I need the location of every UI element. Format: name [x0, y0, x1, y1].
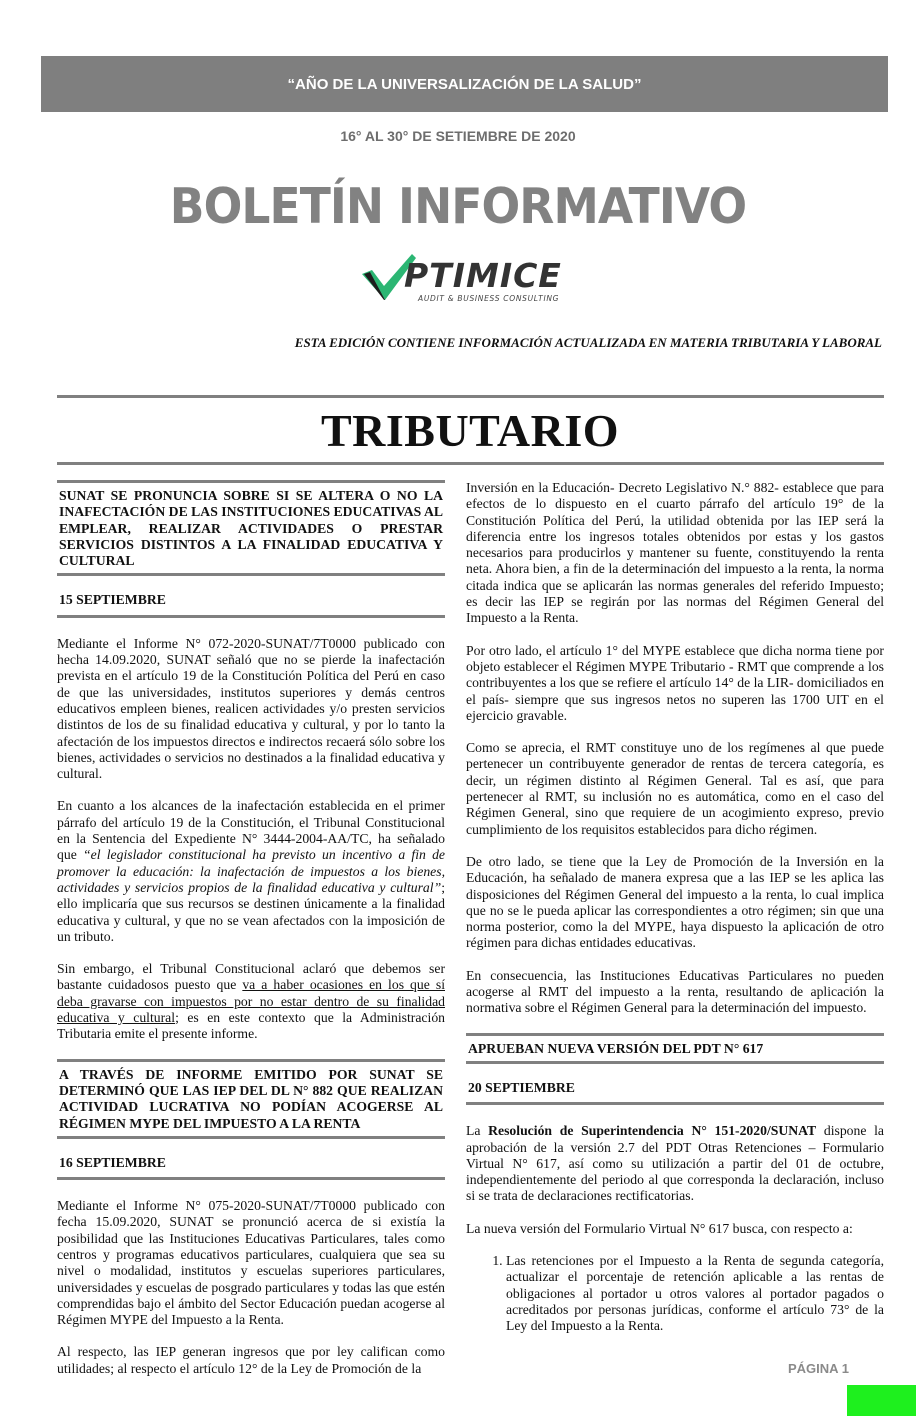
resolution-reference: Resolución de Superintendencia N° 151-2020/SUNAT: [488, 1123, 817, 1139]
article-date: 16 SEPTIEMBRE: [57, 1151, 445, 1180]
article-paragraph: La nueva versión del Formulario Virtual N° 617 busca, con respecto a:: [466, 1220, 853, 1236]
numbered-list: [466, 1253, 884, 1334]
article-paragraph: Como se aprecia, el RMT constituye uno de los regímenes al que puede pertenecer un contribuyente generador de rentas de tercera categoría, es decir, un régimen distinto al Régimen General. Tal es así, que para pertenecer al RMT, su inclusión no es automática, como en el caso del Régimen General, sino que requiere de un acogimiento expreso, previo cumplimiento de los requisitos establecidos para dicho régimen.: [466, 740, 884, 837]
article-paragraph: Inversión en la Educación- Decreto Legislativo N.° 882- establece que para efectos de lo dispuesto en el cuarto párrafo del artículo 19° de la Constitución Política del Perú, la utilidad obtenida por las IEP será la diferencia entre los ingresos totales obtenidos por estas y los gastos necesarios para producirlos y mantener su fuente, constituyendo la renta neta. Ahora bien, a fin de la determinación del impuesto a la renta, la norma citada indica que se aplicarán las normas generales del referido Impuesto; es decir las IEP se regirán por las normas del Régimen General del Impuesto a la Renta.: [466, 480, 884, 626]
logo-name: PTIMICE: [404, 256, 562, 295]
article-paragraph: Mediante el Informe N° 075-2020-SUNAT/7T0000 publicado con fecha 15.09.2020, SUNAT se pronunció acerca de si existía la posibilidad que las Instituciones Educativas Particulares, tales como centros y programas educativos particulares, cualquiera que sea su nivel o modalidad, institutos y escuelas superiores particulares, universidades y escuelas de posgrado particulares y todas las que estén comprendidas bajo el ámbito del Sector Educación puedan acogerse al Régimen MYPE del Impuesto a la Renta.: [57, 1198, 445, 1328]
article-paragraph: Por otro lado, el artículo 1° del MYPE establece que dicha norma tiene por objeto establecer el Régimen MYPE Tributario - RMT que comprende a los contribuyentes a los que se refiere el artículo 14° de la LIR- domiciliados en el país- siempre que sus ingresos netos no superen las 1700 UIT en el ejercicio gravable.: [466, 642, 884, 723]
article-heading: SUNAT SE PRONUNCIA SOBRE SI SE ALTERA O NO LA INAFECTACIÓN DE LAS INSTITUCIONES EDUCATIVAS AL EMPLEAR, REALIZAR ACTIVIDADES O PRESTAR SERVICIOS DISTINTOS A LA FINALIDAD EDUCATIVA Y CULTURAL: [57, 480, 445, 576]
year-banner: [41, 56, 888, 112]
article-paragraph: La Resolución de Superintendencia N° 151-2020/SUNAT dispone la aprobación de la versión 2.7 del PDT Otras Retenciones – Formulario Virtual N° 617, así como su utilización a partir del 01 de octubre, independientemente del periodo al que corresponda la declaración, incluso si se trata de declaraciones rectificatorias.: [466, 1123, 884, 1204]
article-paragraph: Al respecto, las IEP generan ingresos que por ley califican como utilidades; al respecto el artículo 12° de la Ley de Promoción de la: [57, 1344, 445, 1376]
court-quote: “el legislador constitucional ha previsto un incentivo a fin de promover la educación: la inafectación de impuestos a los bienes, actividades y servicios propios de la finalidad educativa y cultural”: [57, 847, 445, 895]
left-column: [57, 480, 445, 1393]
list-item: 1. Las retenciones por el Impuesto a la Renta de segunda categoría, actualizar el porcentaje de retención aplicable a las rentas de obligaciones al portador u otros valores al portador pagados o acreditados por personas jurídicas, conforme el artículo 73° de la Ley del Impuesto a la Renta.: [506, 1253, 884, 1334]
logo-tagline: AUDIT & BUSINESS CONSULTING: [418, 294, 560, 303]
year-motto: “AÑO DE LA UNIVERSALIZACIÓN DE LA SALUD”: [287, 75, 642, 93]
article-heading: APRUEBAN NUEVA VERSIÓN DEL PDT N° 617: [466, 1033, 884, 1064]
corner-tab: [847, 1385, 916, 1416]
right-column: [466, 480, 884, 1334]
edition-note: ESTA EDICIÓN CONTIENE INFORMACIÓN ACTUALIZADA EN MATERIA TRIBUTARIA Y LABORAL: [294, 335, 882, 350]
article-date: 15 SEPTIEMBRE: [57, 588, 445, 617]
section-title: TRIBUTARIO: [320, 405, 620, 456]
article-heading: A TRAVÉS DE INFORME EMITIDO POR SUNAT SE DETERMINÓ QUE LAS IEP DEL DL N° 882 QUE REALIZAN ACTIVIDAD LUCRATIVA NO PODÍAN ACOGERSE AL RÉGIMEN MYPE DEL IMPUESTO A LA RENTA: [57, 1059, 445, 1139]
divider-top: [57, 395, 884, 398]
article-paragraph: En consecuencia, las Instituciones Educativas Particulares no pueden acogerse al RMT del impuesto a la renta, resultando de aplicación la normativa sobre el Régimen General para la determinación del impuesto.: [466, 967, 884, 1016]
divider-bottom: [57, 462, 884, 465]
page-number: PÁGINA 1: [788, 1361, 849, 1376]
edition-dates: 16° AL 30° DE SETIEMBRE DE 2020: [340, 128, 576, 144]
bulletin-title: BOLETÍN INFORMATIVO: [169, 178, 747, 235]
underlined-text: va a haber ocasiones en los que sí deba gravarse con impuestos por no estar dentro de su finalidad educativa y cultural: [57, 977, 445, 1026]
article-paragraph: Sin embargo, el Tribunal Constitucional aclaró que debemos ser bastante cuidadosos puesto que va a haber ocasiones en los que sí deba gravarse con impuestos por no estar dentro de su finalidad educativa y cultural; es en este contexto que la Administración Tributaria emite el presente informe.: [57, 961, 446, 1042]
article-date: 20 SEPTIEMBRE: [466, 1076, 884, 1105]
article-paragraph: En cuanto a los alcances de la inafectación establecida en el primer párrafo del artículo 19 de la Constitución, el Tribunal Constitucional en la Sentencia del Expediente N° 3444-2004-AA/TC, ha señalado que “el legislador constitucional ha previsto un incentivo a fin de promover la educación: la inafectación de impuestos a los bienes, actividades y servicios propios de la finalidad educativa y cultural”; ello implicaría que sus recursos se destinen únicamente a la finalidad educativa y cultural, y que no se vean afectados con la imposición de un tributo.: [57, 798, 445, 944]
article-paragraph: Mediante el Informe N° 072-2020-SUNAT/7T0000 publicado con hecha 14.09.2020, SUNAT señaló que no se pierde la inafectación prevista en el artículo 19 de la Constitución Política del Perú en caso de que las universidades, institutos superiores y demás centros educativos empleen bienes, realicen actividades y/o presten servicios distintos de los de su finalidad educativa y cultural, y por lo tanto la afectación de los impuestos directos e indirectos recaerá sólo sobre los bienes, actividades o servicios no destinados a la finalidad educativa y cultural.: [57, 635, 445, 782]
optimice-logo: [358, 250, 573, 310]
article-paragraph: De otro lado, se tiene que la Ley de Promoción de la Inversión en la Educación, ha señalado de manera expresa que a las IEP se les aplica las disposiciones del Régimen General del impuesto a la renta, lo cual implica que no se le pueda aplicar las correspondientes a otro régimen; sin que una norma posterior, como la del MYPE, haya dispuesto la aplicación de otro régimen para dichas entidades educativas.: [466, 853, 884, 951]
